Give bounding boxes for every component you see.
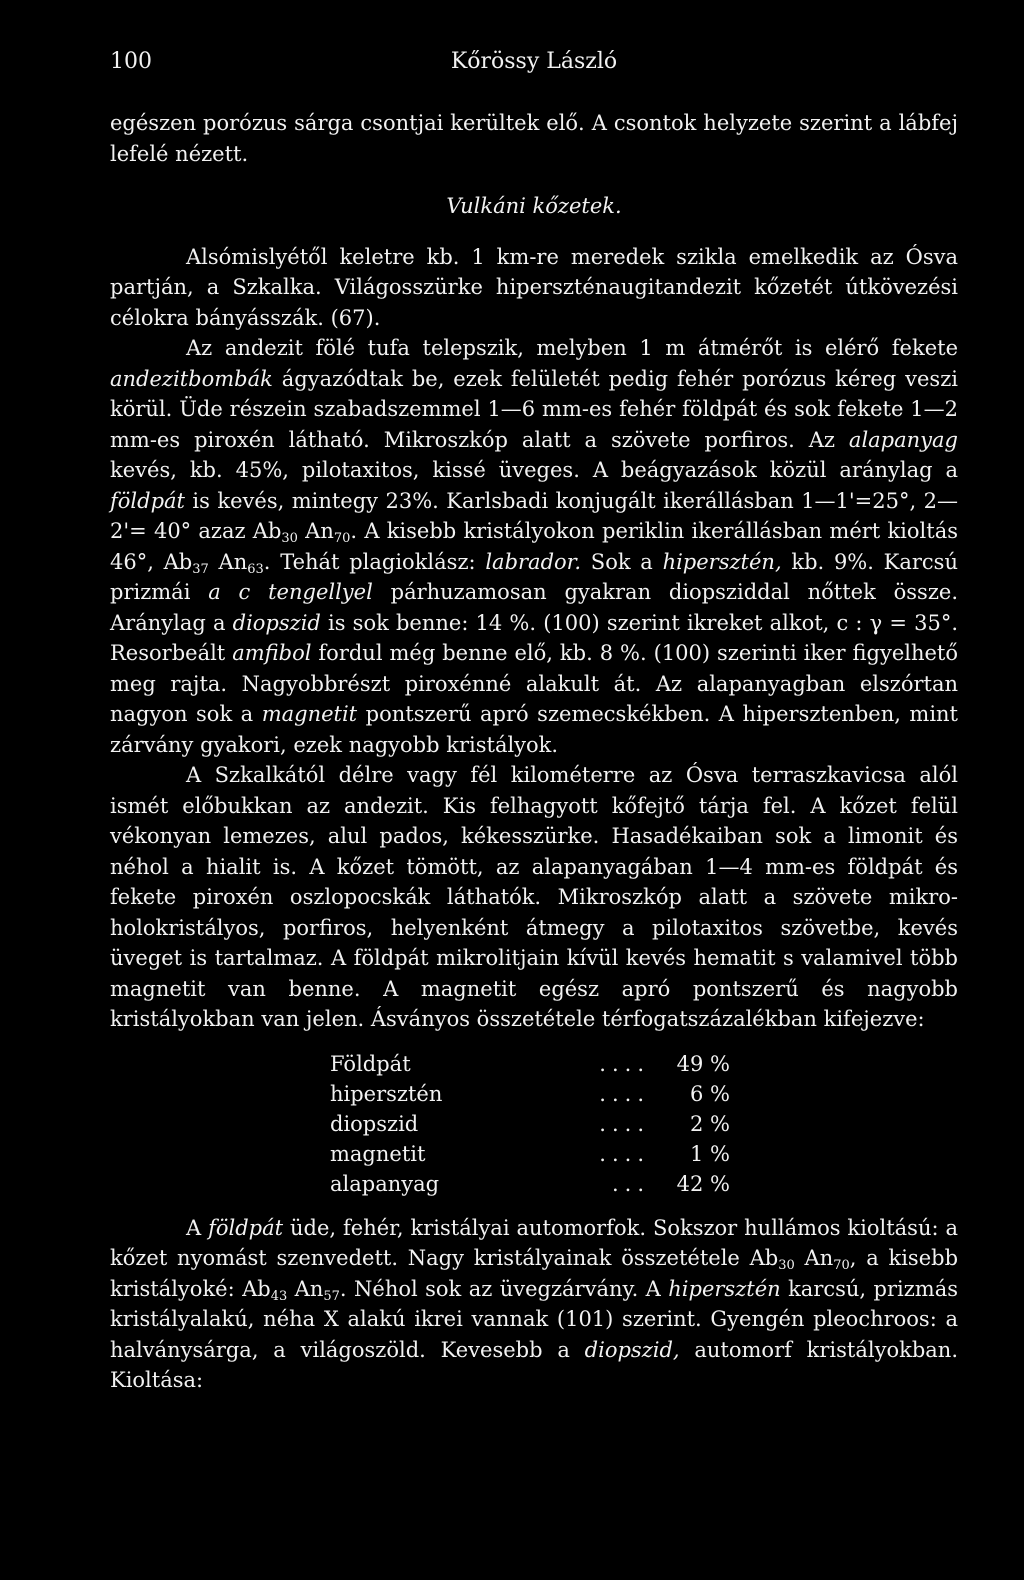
text-span: Sok a <box>581 549 663 574</box>
paragraph-2: Alsómislyétől keletre kb. 1 km-re meredek szikla emelkedik az Ósva partján, a Szkalka. Világosszürke hiperszténaugitandezit kőzetét útkövezési célokra bányásszák. (67). <box>110 244 958 330</box>
paragraph-1: egészen porózus sárga csontjai kerültek elő. A csontok helyzete szerint a lábfej lefelé nézett. <box>110 111 958 166</box>
table-row <box>330 1169 730 1199</box>
mineral-name: hipersztén <box>330 1081 443 1106</box>
mineral-value: 49 % <box>676 1051 730 1076</box>
table-row <box>330 1049 730 1079</box>
mineral-value: 6 % <box>690 1081 730 1106</box>
text-span: An <box>208 549 248 574</box>
leader-dots: .... <box>599 1051 650 1076</box>
italic-term: labrador. <box>485 549 582 574</box>
mineral-name: Földpát <box>330 1051 411 1076</box>
mineral-value: 2 % <box>690 1111 730 1136</box>
italic-term: földpát <box>208 1215 284 1240</box>
text-span: , a kisebb kristályoké: Ab <box>110 1246 959 1301</box>
table-row <box>330 1079 730 1109</box>
italic-term: hipersztén <box>668 1276 781 1301</box>
text-span: An <box>297 519 334 543</box>
text-span: is sok benne: 14 %. (100) szerint ikreket alkot, c : γ = 35°. Resorbeált <box>110 610 958 665</box>
italic-term: andezitbombák <box>110 366 273 391</box>
subscript: 70 <box>833 1258 850 1273</box>
leader-dots: .... <box>599 1141 650 1166</box>
text-span: is kevés, mintegy 23%. Karlsbadi konjugált ikerállásban 1—1'=25°, 2—2'= 40° azaz Ab <box>110 488 958 543</box>
text-span: . A kisebb kristályokon periklin ikerállásban mért kioltás 46°, Ab <box>110 519 958 574</box>
italic-term: diopszid, <box>584 1337 680 1362</box>
italic-term: hipersztén, <box>662 549 782 574</box>
subscript: 43 <box>270 1288 288 1304</box>
subscript: 70 <box>333 531 351 546</box>
subscript: 30 <box>281 531 298 546</box>
body-text <box>110 108 958 1396</box>
text-span: A <box>186 1215 209 1240</box>
text-span: kevés, kb. 45%, pilotaxitos, kissé üveges. A beágyazások közül aránylag a <box>110 458 958 482</box>
mineral-name: diopszid <box>330 1111 419 1136</box>
text-span: ágyazódtak be, ezek felületét pedig fehér porózus kéreg veszi körül. Üde részein szabadszemmel 1—6 mm-es fehér földpát és sok fekete 1—2 mm-es piroxén látható. Mikroszkóp alatt a szövete porfiros. Az <box>110 366 958 452</box>
running-head: Kőrössy László <box>450 49 618 74</box>
page-number: 100 <box>110 49 152 74</box>
mineral-value: 42 % <box>676 1171 730 1196</box>
text-span: karcsú, prizmás kristályalakú, néha X alakú ikrei vannak (101) szerint. Gyengén pleochroos: a halványsárga, a világoszöld. Kevesebb a <box>110 1276 958 1362</box>
text-span: Az andezit fölé tufa telepszik, melyben 1 m átmérőt is elérő fekete <box>186 336 958 360</box>
leader-dots: .... <box>599 1111 650 1136</box>
text-span: An <box>794 1246 834 1270</box>
text-span: üde, fehér, kristályai automorfok. Sokszor hullámos kioltású: a kőzet nyomást szenvedett. Nagy kristályainak összetétele Ab <box>110 1215 959 1270</box>
text-span: automorf kristályokban. Kioltása: <box>110 1337 958 1392</box>
mineral-name: magnetit <box>330 1141 426 1166</box>
text-span: pontszerű apró szemecskékben. A hipersztenben, mint zárvány gyakori, ezek nagyobb kristályok. <box>110 702 958 757</box>
paragraph-4: A Szkalkától délre vagy fél kilométerre az Ósva terraszkavicsa alól ismét előbukkan az andezit. Kis felhagyott kőfejtő tárja fel. A kőzet felül vékonyan lemezes, alul pados, kékesszürke. Hasadékaiban sok a limonit és néhol a hialit is. A kőzet tömött, az alapanyagában 1—4 mm-es földpát és fekete piroxén oszlopocskák láthatók. Mikroszkóp alatt a szövete mikro-holokristályos, porfiros, helyenként átmegy a pilotaxitos szövetbe, kevés üveget is tartalmaz. A földpát mikrolitjain kívül kevés hematit s valamivel több magnetit van benne. A magnetit egész apró pontszerű és nagyobb kristályokban van jelen. Ásványos összetétele térfogatszázalékban kifejezve: <box>110 763 958 1031</box>
italic-term: diopszid <box>232 610 321 635</box>
text-span: párhuzamosan gyakran diopsziddal nőttek össze. Aránylag a <box>110 580 958 635</box>
paragraph-3 <box>110 333 958 760</box>
italic-term: a c tengellyel <box>208 580 373 604</box>
leader-dots: ... <box>611 1171 650 1196</box>
text-span: fordul még benne elő, kb. 8 %. (100) szerinti iker figyelhető meg rajta. Nagyobbrészt piroxénné alakult át. Az alapanyagban elszórtan nagyon sok a <box>110 641 958 726</box>
text-span: kb. 9%. Karcsú prizmái <box>110 549 958 604</box>
text-span: An <box>287 1276 324 1301</box>
italic-term: magnetit <box>261 702 358 726</box>
mineral-value: 1 % <box>690 1141 730 1166</box>
table-row <box>330 1109 730 1139</box>
table-row <box>330 1139 730 1169</box>
subscript: 63 <box>247 561 264 577</box>
subscript: 30 <box>778 1258 795 1273</box>
leader-dots: .... <box>599 1081 650 1106</box>
text-span: . Tehát plagioklász: <box>263 549 486 574</box>
paragraph-5 <box>110 1213 958 1396</box>
section-title: Vulkáni kőzetek. <box>446 194 622 218</box>
text-span: . Néhol sok az üvegzárvány. A <box>339 1276 669 1301</box>
italic-term: alapanyag <box>848 427 958 452</box>
italic-term: amfibol <box>232 641 312 665</box>
composition-table <box>330 1049 730 1199</box>
subscript: 57 <box>323 1288 340 1304</box>
subscript: 37 <box>192 561 209 577</box>
italic-term: földpát <box>110 488 185 513</box>
mineral-name: alapanyag <box>330 1171 440 1196</box>
